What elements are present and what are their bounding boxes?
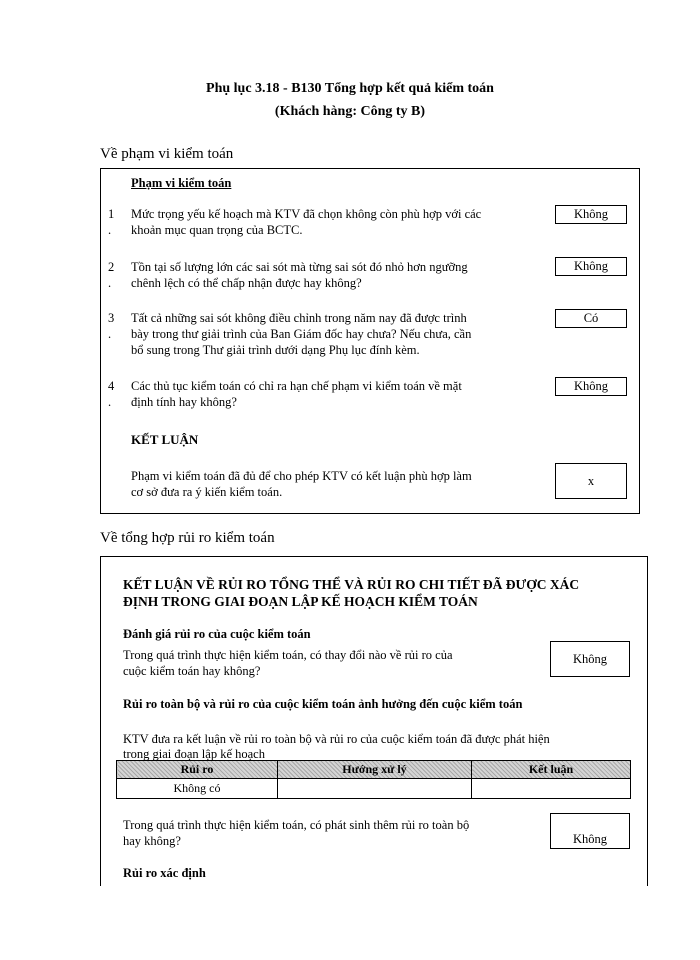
risk-assessment-text: Trong quá trình thực hiện kiểm toán, có thay đổi nào về rủi ro của [123, 648, 453, 662]
specific-risk-heading: Rủi ro xác định [123, 866, 206, 880]
overall-risk-heading: Rủi ro toàn bộ và rủi ro của cuộc kiểm toán ảnh hưởng đến cuộc kiểm toán [123, 697, 523, 711]
scope-item-text: Mức trọng yếu kế hoạch mà KTV đã chọn không còn phù hợp với các [131, 207, 482, 221]
scope-item-number: 4 [108, 379, 115, 393]
additional-risk-text: hay không? [123, 834, 181, 848]
risk-box-title: KẾT LUẬN VỀ RỦI RO TỔNG THỂ VÀ RỦI RO CHI TIẾT ĐÃ ĐƯỢC XÁC [123, 577, 580, 592]
scope-item-text: bày trong thư giải trình của Ban Giám đốc hay chưa? Nếu chưa, cần [131, 327, 472, 341]
page-title: Phụ lục 3.18 - B130 Tổng hợp kết quả kiểm toán [206, 81, 494, 96]
scope-item-number: 3 [108, 311, 115, 325]
scope-item-number-dot: . [108, 276, 112, 290]
overall-risk-text: trong giai đoạn lập kế hoạch [123, 747, 265, 761]
scope-item-number-dot: . [108, 223, 112, 237]
risk-box-title: ĐỊNH TRONG GIAI ĐOẠN LẬP KẾ HOẠCH KIỂM TOÁN [123, 594, 478, 609]
scope-item-number-dot: . [108, 395, 112, 409]
risk-assessment-answer-box: Không [550, 641, 630, 677]
overall-risk-text: KTV đưa ra kết luận về rủi ro toàn bộ và rủi ro của cuộc kiểm toán đã được phát hiện [123, 732, 550, 746]
scope-conclusion-heading: KẾT LUẬN [131, 432, 199, 447]
scope-item-text: Tất cả những sai sót không điều chỉnh trong năm nay đã được trình [131, 311, 467, 325]
table-row [117, 779, 631, 799]
scope-item-answer-box: Không [555, 377, 627, 396]
scope-item-answer-box: Có [555, 309, 627, 328]
additional-risk-answer-box: Không [550, 813, 630, 849]
risk-assessment-text: cuộc kiểm toán hay không? [123, 664, 261, 678]
scope-item-answer-box: Không [555, 205, 627, 224]
scope-conclusion-mark-box: x [555, 463, 627, 499]
risk-section-heading: Về tổng hợp rủi ro kiểm toán [100, 530, 275, 546]
risk-table-header: Rủi ro [117, 761, 278, 779]
scope-item-text: Các thủ tục kiểm toán có chỉ ra hạn chế phạm vi kiểm toán về mặt [131, 379, 462, 393]
risk-table-cell: Không có [117, 779, 278, 799]
scope-item-text: khoản mục quan trọng của BCTC. [131, 223, 303, 237]
scope-conclusion-text: cơ sở đưa ra ý kiến kiểm toán. [131, 485, 283, 499]
risk-table-cell [278, 779, 472, 799]
additional-risk-text: Trong quá trình thực hiện kiểm toán, có phát sinh thêm rủi ro toàn bộ [123, 818, 470, 832]
scope-item-text: định tính hay không? [131, 395, 237, 409]
risk-table-header-row [117, 761, 631, 779]
scope-item-number: 2 [108, 260, 115, 274]
page-subtitle: (Khách hàng: Công ty B) [274, 104, 426, 119]
audit-risk-box [100, 556, 648, 886]
audit-scope-box [100, 168, 640, 514]
scope-item-number: 1 [108, 207, 115, 221]
risk-table-header: Hướng xử lý [278, 761, 472, 779]
scope-item-number-dot: . [108, 327, 112, 341]
risk-table-cell [472, 779, 631, 799]
risk-table [116, 760, 631, 799]
risk-table-header: Kết luận [472, 761, 631, 779]
scope-item-text: Tồn tại số lượng lớn các sai sót mà từng sai sót đó nhỏ hơn ngưỡng [131, 260, 468, 274]
risk-assessment-heading: Đánh giá rủi ro của cuộc kiểm toán [123, 627, 311, 641]
scope-item-answer-box: Không [555, 257, 627, 276]
scope-item-text: chênh lệch có thể chấp nhận được hay không? [131, 276, 362, 290]
scope-conclusion-text: Phạm vi kiểm toán đã đủ để cho phép KTV có kết luận phù hợp làm [131, 469, 472, 483]
scope-item-text: bổ sung trong Thư giải trình dưới dạng Phụ lục đính kèm. [131, 343, 420, 357]
scope-box-title: Phạm vi kiểm toán [131, 176, 232, 190]
scope-section-heading: Về phạm vi kiểm toán [100, 146, 234, 162]
